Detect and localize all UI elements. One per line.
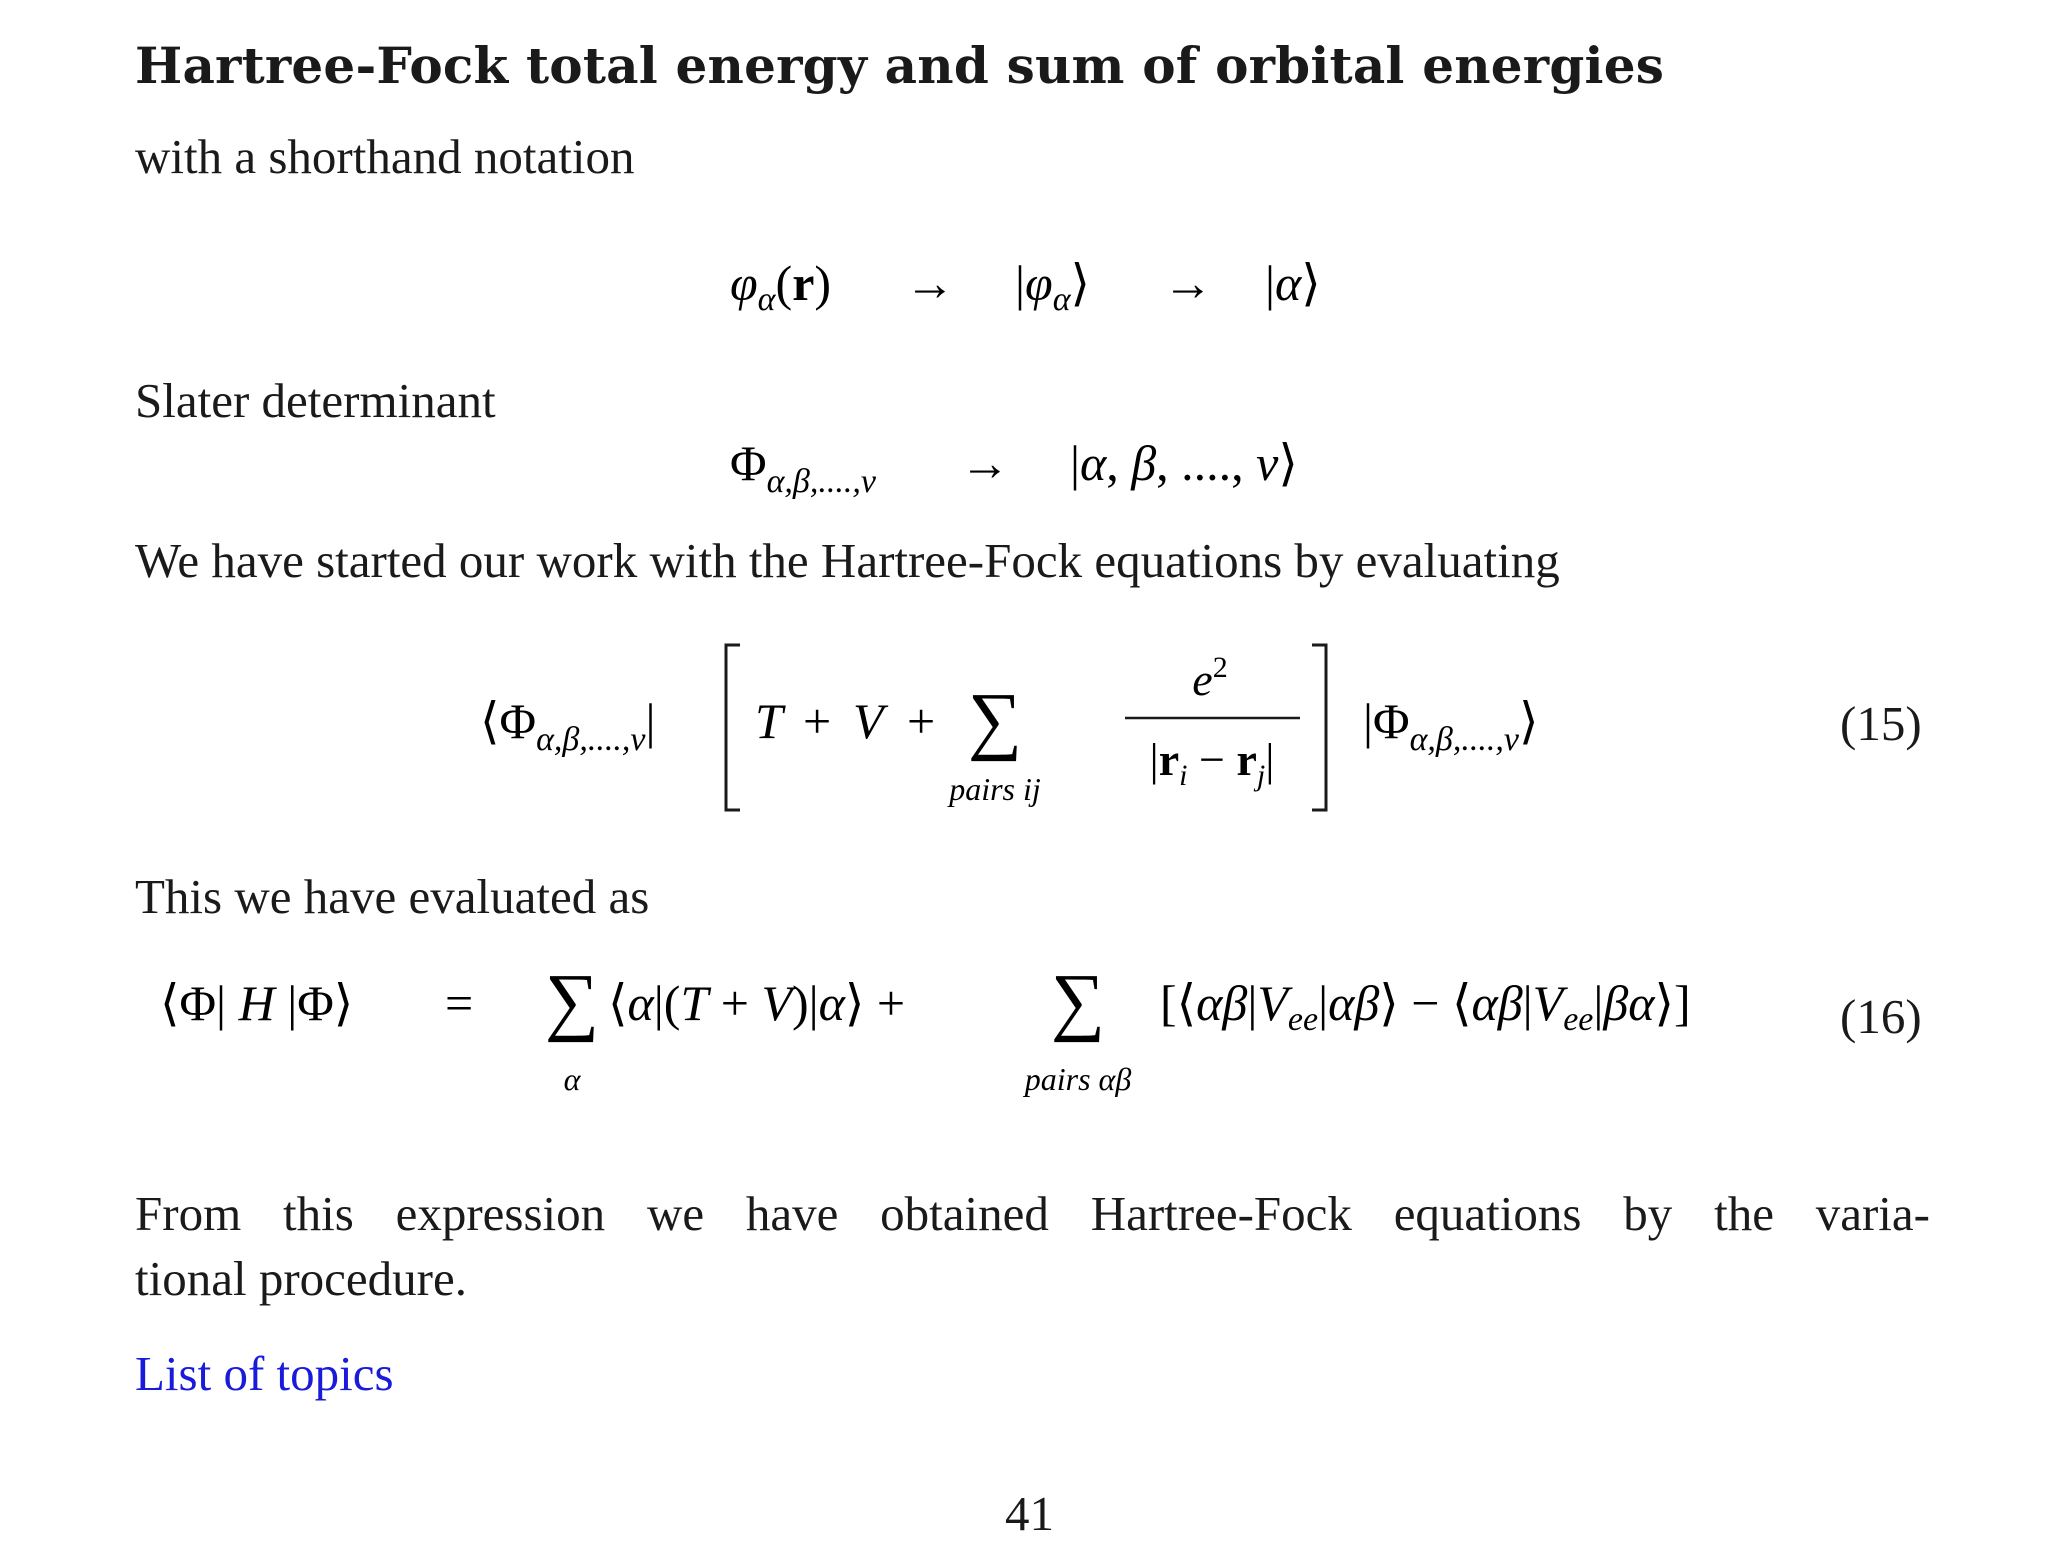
svg-text:⟨Φ| H |Φ⟩: ⟨Φ| H |Φ⟩ bbox=[160, 975, 354, 1031]
list-of-topics-link[interactable]: List of topics bbox=[135, 1346, 394, 1401]
slater-equation bbox=[700, 420, 1400, 510]
svg-text:+: + bbox=[907, 693, 936, 749]
svg-text:pairs ij: pairs ij bbox=[949, 771, 1041, 807]
started-text: We have started our work with the Hartree-Fock equations by evaluating bbox=[135, 533, 1560, 588]
svg-text:⟨Φα,β,....,ν|: $⟨\Phi_{\alpha,\beta,....,\nu}|$ bbox=[480, 693, 656, 758]
svg-text:→: → bbox=[960, 435, 1010, 491]
svg-text:|ri − rj|: $|r_i - r_j|$ bbox=[1149, 734, 1275, 792]
equation-15-number: (15) bbox=[1840, 696, 1922, 751]
conclusion-line-2: tional procedure. bbox=[135, 1251, 467, 1306]
equation-16 bbox=[150, 960, 1830, 1110]
equation-15 bbox=[470, 630, 1630, 830]
svg-text:|Φα,β,....,ν⟩: $|\Phi_{\alpha,\beta,....,\nu}⟩$ bbox=[1363, 693, 1539, 758]
notation-equation bbox=[700, 240, 1400, 330]
svg-text:∑: ∑ bbox=[1050, 960, 1106, 1043]
svg-text:⟨α|(T + V)|α⟩ +: ⟨α|(T + V)|α⟩ + bbox=[608, 975, 906, 1031]
section-heading: Hartree-Fock total energy and sum of orbital energies bbox=[135, 36, 1665, 95]
svg-text:∑: ∑ bbox=[967, 678, 1023, 762]
svg-text:e2: $e^2$ bbox=[1192, 651, 1228, 705]
svg-text:|φα⟩: $|\varphi_\alpha⟩$ bbox=[1015, 255, 1091, 318]
svg-text:=: = bbox=[445, 975, 474, 1031]
conclusion-line-1: From this expression we have obtained Hartree-Fock equations by the varia- bbox=[135, 1186, 1930, 1241]
svg-text:+: + bbox=[803, 693, 832, 749]
svg-text:[⟨αβ|Vee|αβ⟩ − ⟨αβ|Vee|βα⟩]: [$⟨\alpha\beta|V_{ee}|\alpha\beta⟩$ − $⟨\alpha\beta|V_{ee}|\beta\alpha⟩$] bbox=[1160, 975, 1691, 1038]
intro-text: with a shorthand notation bbox=[135, 129, 635, 184]
svg-text:T: T bbox=[755, 693, 783, 749]
page-number: 41 bbox=[1005, 1486, 1054, 1541]
svg-text:→: → bbox=[1163, 255, 1213, 311]
svg-text:V: V bbox=[853, 693, 884, 749]
svg-text:|α, β, ...., ν⟩: |α, β, ...., ν⟩ bbox=[1070, 435, 1298, 491]
svg-text:→: → bbox=[905, 255, 955, 311]
svg-text:Φα,β,....,ν: $\Phi_{\alpha,\beta,....,\nu}$ bbox=[730, 435, 876, 500]
svg-text:pairs αβ: pairs αβ bbox=[1024, 1061, 1132, 1097]
slater-label: Slater determinant bbox=[135, 373, 496, 428]
svg-text:α: α bbox=[563, 1061, 581, 1097]
evaluated-text: This we have evaluated as bbox=[135, 869, 650, 924]
svg-text:φα(r): $\varphi_\alpha(r)$ bbox=[730, 255, 832, 318]
svg-text:∑: ∑ bbox=[544, 960, 600, 1043]
svg-text:|α⟩: |α⟩ bbox=[1265, 255, 1321, 311]
equation-16-number: (16) bbox=[1840, 989, 1922, 1044]
